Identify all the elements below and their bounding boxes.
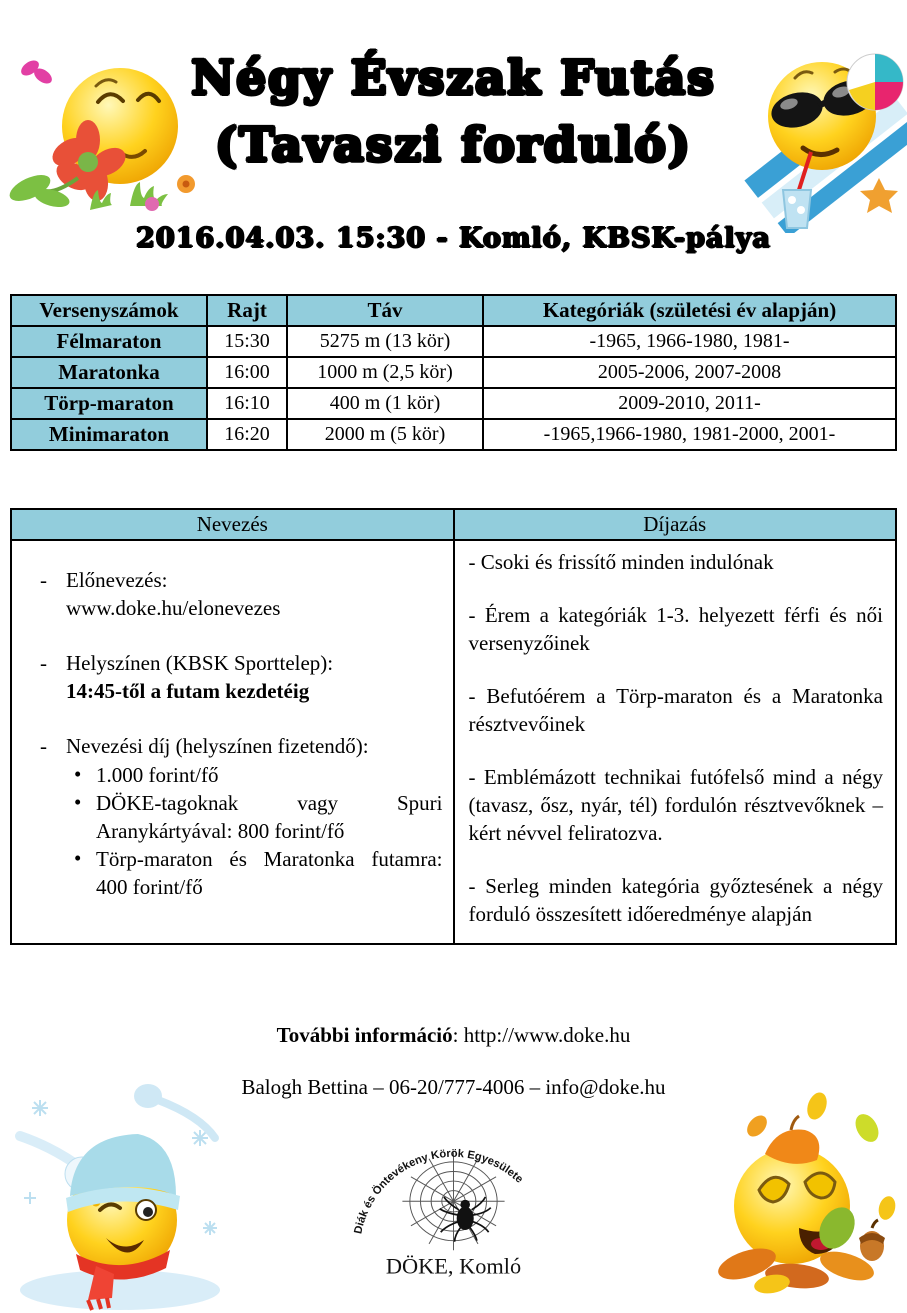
fee-item: • Törp-maraton és Maratonka futamra: 400 forint/fő: [66, 846, 443, 902]
prize-item: - Serleg minden kategória győztesének a négy forduló összesített időeredménye alapján: [468, 873, 883, 926]
table-row: [11, 357, 896, 388]
registration-item-online: - Előnevezés: www.doke.hu/elonevezes: [24, 567, 443, 623]
registration-item-onsite: - Helyszínen (KBSK Sporttelep): 14:45-től a futam kezdetéig: [24, 650, 443, 706]
col-header-distance: Táv: [287, 295, 483, 326]
more-info-line: [0, 1023, 907, 1048]
race-name: Félmaraton: [11, 326, 207, 357]
small-pink-flower: [145, 197, 159, 211]
prize-item: - Érem a kategóriák 1-3. helyezett férfi és női versenyzőinek: [468, 603, 883, 656]
registration-cell: [11, 540, 454, 943]
race-start: 15:30: [207, 326, 287, 357]
online-registration-url: www.doke.hu/elonevezes: [66, 596, 281, 621]
race-start: 16:10: [207, 388, 287, 419]
prize-item: - Befutóérem a Törp-maraton és a Maratonka résztvevőinek: [468, 684, 883, 737]
prizes-header: Díjazás: [454, 509, 897, 540]
registration-header: Nevezés: [11, 509, 454, 540]
autumn-smiley-illustration: [687, 1078, 907, 1313]
drink-glass-icon: [783, 190, 811, 228]
race-distance: 1000 m (2,5 kör): [287, 357, 483, 388]
title-line-1: Négy Évszak Futás: [191, 51, 716, 106]
logo-arc-text: Diák és Öntevékeny Körök Egyesülete: [352, 1147, 526, 1235]
table-row: [11, 419, 896, 450]
knit-hat-icon: [66, 1134, 180, 1212]
table-row: [11, 326, 896, 357]
race-categories: 2005-2006, 2007-2008: [483, 357, 896, 388]
beach-ball-icon: [847, 54, 903, 110]
spider-icon: [440, 1197, 491, 1242]
svg-text:Diák és Öntevékeny Körök Egyes: [352, 1147, 525, 1234]
spring-smiley-illustration: [0, 28, 205, 213]
prize-item: - Emblémázott technikai futófelső mind a négy (tavasz, ősz, nyár, tél) fordulón résztvevőknek – kért névvel feliratozva.: [468, 765, 883, 845]
event-datetime-location: 2016.04.03. 15:30 - Komló, KBSK-pálya: [136, 223, 771, 255]
race-distance: 2000 m (5 kör): [287, 419, 483, 450]
more-info-label: További információ: [276, 1022, 453, 1047]
prize-item: - Csoki és frissítő minden indulónak: [468, 550, 774, 575]
fee-item: • DÖKE-tagoknak vagy Spuri Aranykártyával: 800 forint/fő: [66, 790, 443, 846]
race-name: Törp-maraton: [11, 388, 207, 419]
more-info-url: : http://www.doke.hu: [452, 1022, 631, 1047]
table-row: [11, 388, 896, 419]
title-line-2: (Tavaszi forduló): [214, 117, 693, 173]
race-categories: -1965,1966-1980, 1981-2000, 2001-: [483, 419, 896, 450]
registration-prizes-table: [10, 508, 897, 944]
race-start: 16:20: [207, 419, 287, 450]
race-distance: 5275 m (13 kör): [287, 326, 483, 357]
summer-smiley-illustration: [737, 38, 907, 233]
autumn-leaf-hat: [765, 1116, 819, 1164]
spiderweb-logo-icon: [351, 1114, 556, 1279]
schedule-table: [10, 294, 897, 451]
onsite-registration-time: 14:45-től a futam kezdetéig: [66, 679, 310, 704]
race-name: Minimaraton: [11, 419, 207, 450]
butterfly-icon: [18, 57, 54, 86]
race-name: Maratonka: [11, 357, 207, 388]
race-categories: -1965, 1966-1980, 1981-: [483, 326, 896, 357]
col-header-start: Rajt: [207, 295, 287, 326]
contact-line: Balogh Bettina – 06-20/777-4006 – info@doke.hu: [241, 1074, 666, 1099]
winter-smiley-illustration: [0, 1078, 235, 1313]
col-header-race: Versenyszámok: [11, 295, 207, 326]
acorn-icon: [859, 1220, 885, 1261]
logo-caption: DÖKE, Komló: [385, 1253, 522, 1279]
race-categories: 2009-2010, 2011-: [483, 388, 896, 419]
starfish-icon: [860, 178, 898, 213]
registration-item-fees: - Nevezési díj (helyszínen fizetendő): • 1.000 forint/fő • DÖKE-tagoknak vagy Spuri Aranykártyával: 800 forint/fő • Törp-maraton és Maratonka futamra: 400 forint/fő: [24, 733, 443, 902]
race-start: 16:00: [207, 357, 287, 388]
race-distance: 400 m (1 kör): [287, 388, 483, 419]
schedule-header-row: [11, 295, 896, 326]
fee-item: • 1.000 forint/fő: [66, 762, 443, 790]
col-header-categories: Kategóriák (születési év alapján): [483, 295, 896, 326]
prizes-cell: [454, 540, 897, 943]
